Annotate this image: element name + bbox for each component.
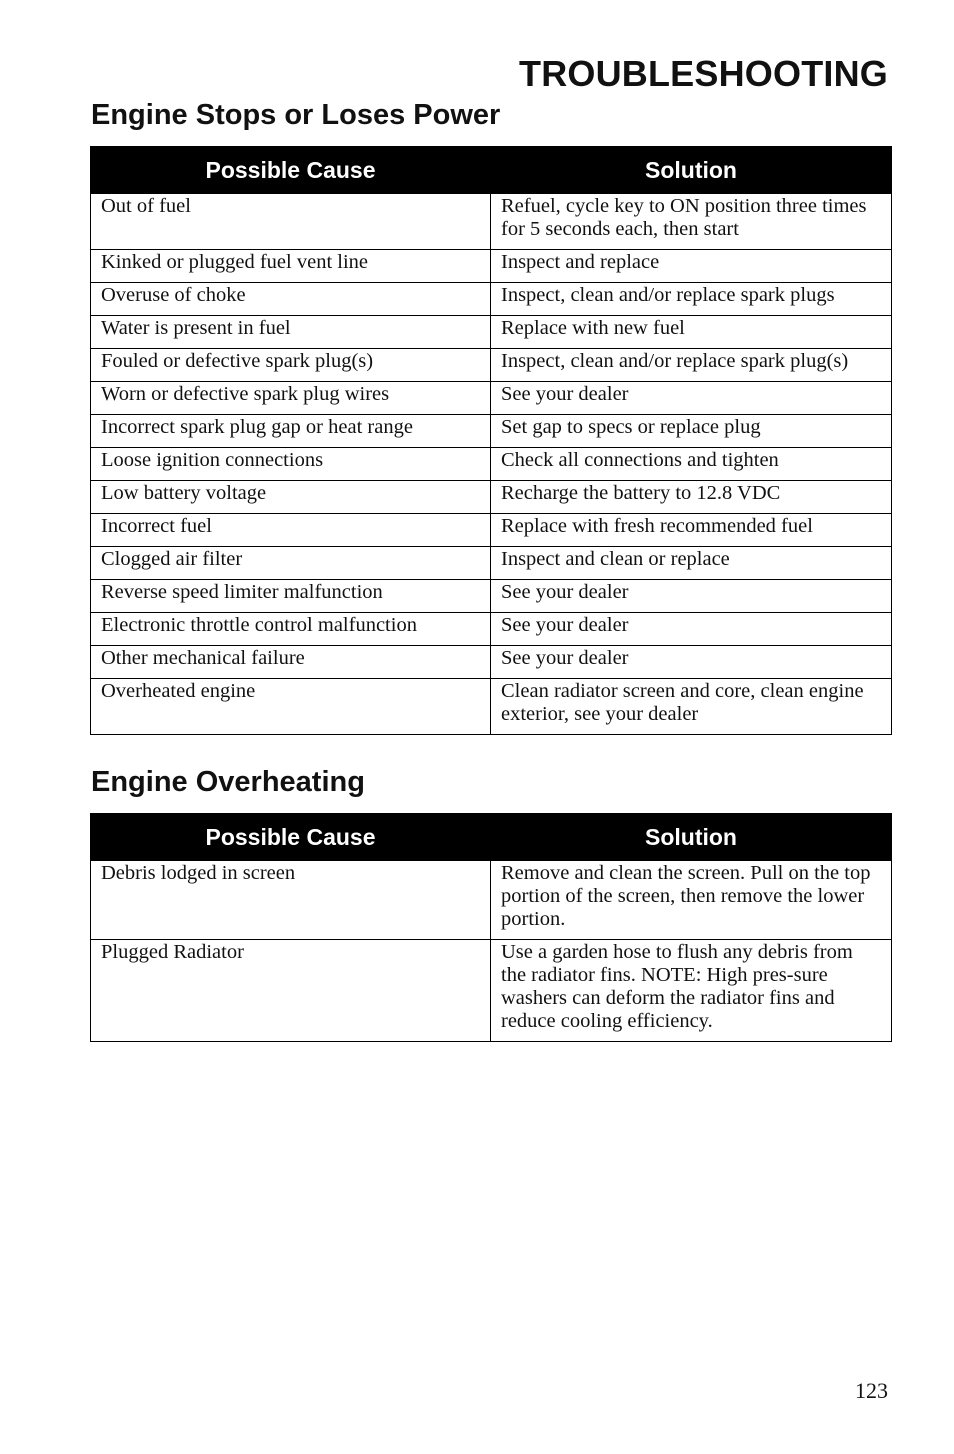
page-number: 123 — [855, 1378, 888, 1403]
cause-cell: Other mechanical failure — [91, 646, 491, 679]
table-row — [91, 382, 892, 415]
solution-cell: Clean radiator screen and core, clean engine exterior, see your dealer — [491, 679, 892, 735]
cause-cell: Incorrect spark plug gap or heat range — [91, 415, 491, 448]
cause-cell: Overuse of choke — [91, 283, 491, 316]
solution-cell: Use a garden hose to flush any debris from the radiator fins. NOTE: High pres-sure washers can deform the radiator fins and reduce cooling efficiency. — [491, 940, 892, 1042]
solution-cell: Inspect, clean and/or replace spark plug(s) — [491, 349, 892, 382]
cause-cell: Out of fuel — [91, 194, 491, 250]
table-header-row — [91, 814, 892, 861]
cause-cell: Clogged air filter — [91, 547, 491, 580]
solution-cell: Remove and clean the screen. Pull on the top portion of the screen, then remove the lower portion. — [491, 861, 892, 940]
cause-cell: Electronic throttle control malfunction — [91, 613, 491, 646]
table-row — [91, 861, 892, 940]
table-row — [91, 514, 892, 547]
cause-cell: Kinked or plugged fuel vent line — [91, 250, 491, 283]
solution-cell: See your dealer — [491, 382, 892, 415]
solution-cell: Refuel, cycle key to ON position three times for 5 seconds each, then start — [491, 194, 892, 250]
cause-cell: Overheated engine — [91, 679, 491, 735]
solution-cell: See your dealer — [491, 613, 892, 646]
column-header-possible-cause: Possible Cause — [91, 147, 491, 194]
table-row — [91, 250, 892, 283]
solution-cell: Recharge the battery to 12.8 VDC — [491, 481, 892, 514]
cause-cell: Debris lodged in screen — [91, 861, 491, 940]
table-row — [91, 547, 892, 580]
table-row — [91, 316, 892, 349]
solution-cell: See your dealer — [491, 646, 892, 679]
page-title: TROUBLESHOOTING — [519, 53, 888, 94]
table-row — [91, 613, 892, 646]
solution-cell: Replace with new fuel — [491, 316, 892, 349]
solution-cell: Inspect and replace — [491, 250, 892, 283]
troubleshooting-table-engine-stops — [90, 146, 892, 735]
table-row — [91, 481, 892, 514]
cause-cell: Water is present in fuel — [91, 316, 491, 349]
table-row — [91, 679, 892, 735]
cause-cell: Loose ignition connections — [91, 448, 491, 481]
solution-cell: Inspect, clean and/or replace spark plugs — [491, 283, 892, 316]
solution-cell: Replace with fresh recommended fuel — [491, 514, 892, 547]
table-row — [91, 194, 892, 250]
table-row — [91, 415, 892, 448]
troubleshooting-table-engine-overheating — [90, 813, 892, 1042]
cause-cell: Low battery voltage — [91, 481, 491, 514]
solution-cell: Inspect and clean or replace — [491, 547, 892, 580]
solution-cell: Check all connections and tighten — [491, 448, 892, 481]
column-header-possible-cause: Possible Cause — [91, 814, 491, 861]
cause-cell: Worn or defective spark plug wires — [91, 382, 491, 415]
table-header-row — [91, 147, 892, 194]
cause-cell: Fouled or defective spark plug(s) — [91, 349, 491, 382]
cause-cell: Reverse speed limiter malfunction — [91, 580, 491, 613]
column-header-solution: Solution — [491, 814, 892, 861]
table-row — [91, 349, 892, 382]
table-row — [91, 580, 892, 613]
table-row — [91, 283, 892, 316]
cause-cell: Incorrect fuel — [91, 514, 491, 547]
cause-cell: Plugged Radiator — [91, 940, 491, 1042]
section-title-engine-overheating: Engine Overheating — [91, 766, 365, 798]
table-row — [91, 940, 892, 1042]
solution-cell: See your dealer — [491, 580, 892, 613]
table-row — [91, 646, 892, 679]
section-title-engine-stops: Engine Stops or Loses Power — [91, 99, 501, 131]
column-header-solution: Solution — [491, 147, 892, 194]
table-row — [91, 448, 892, 481]
solution-cell: Set gap to specs or replace plug — [491, 415, 892, 448]
